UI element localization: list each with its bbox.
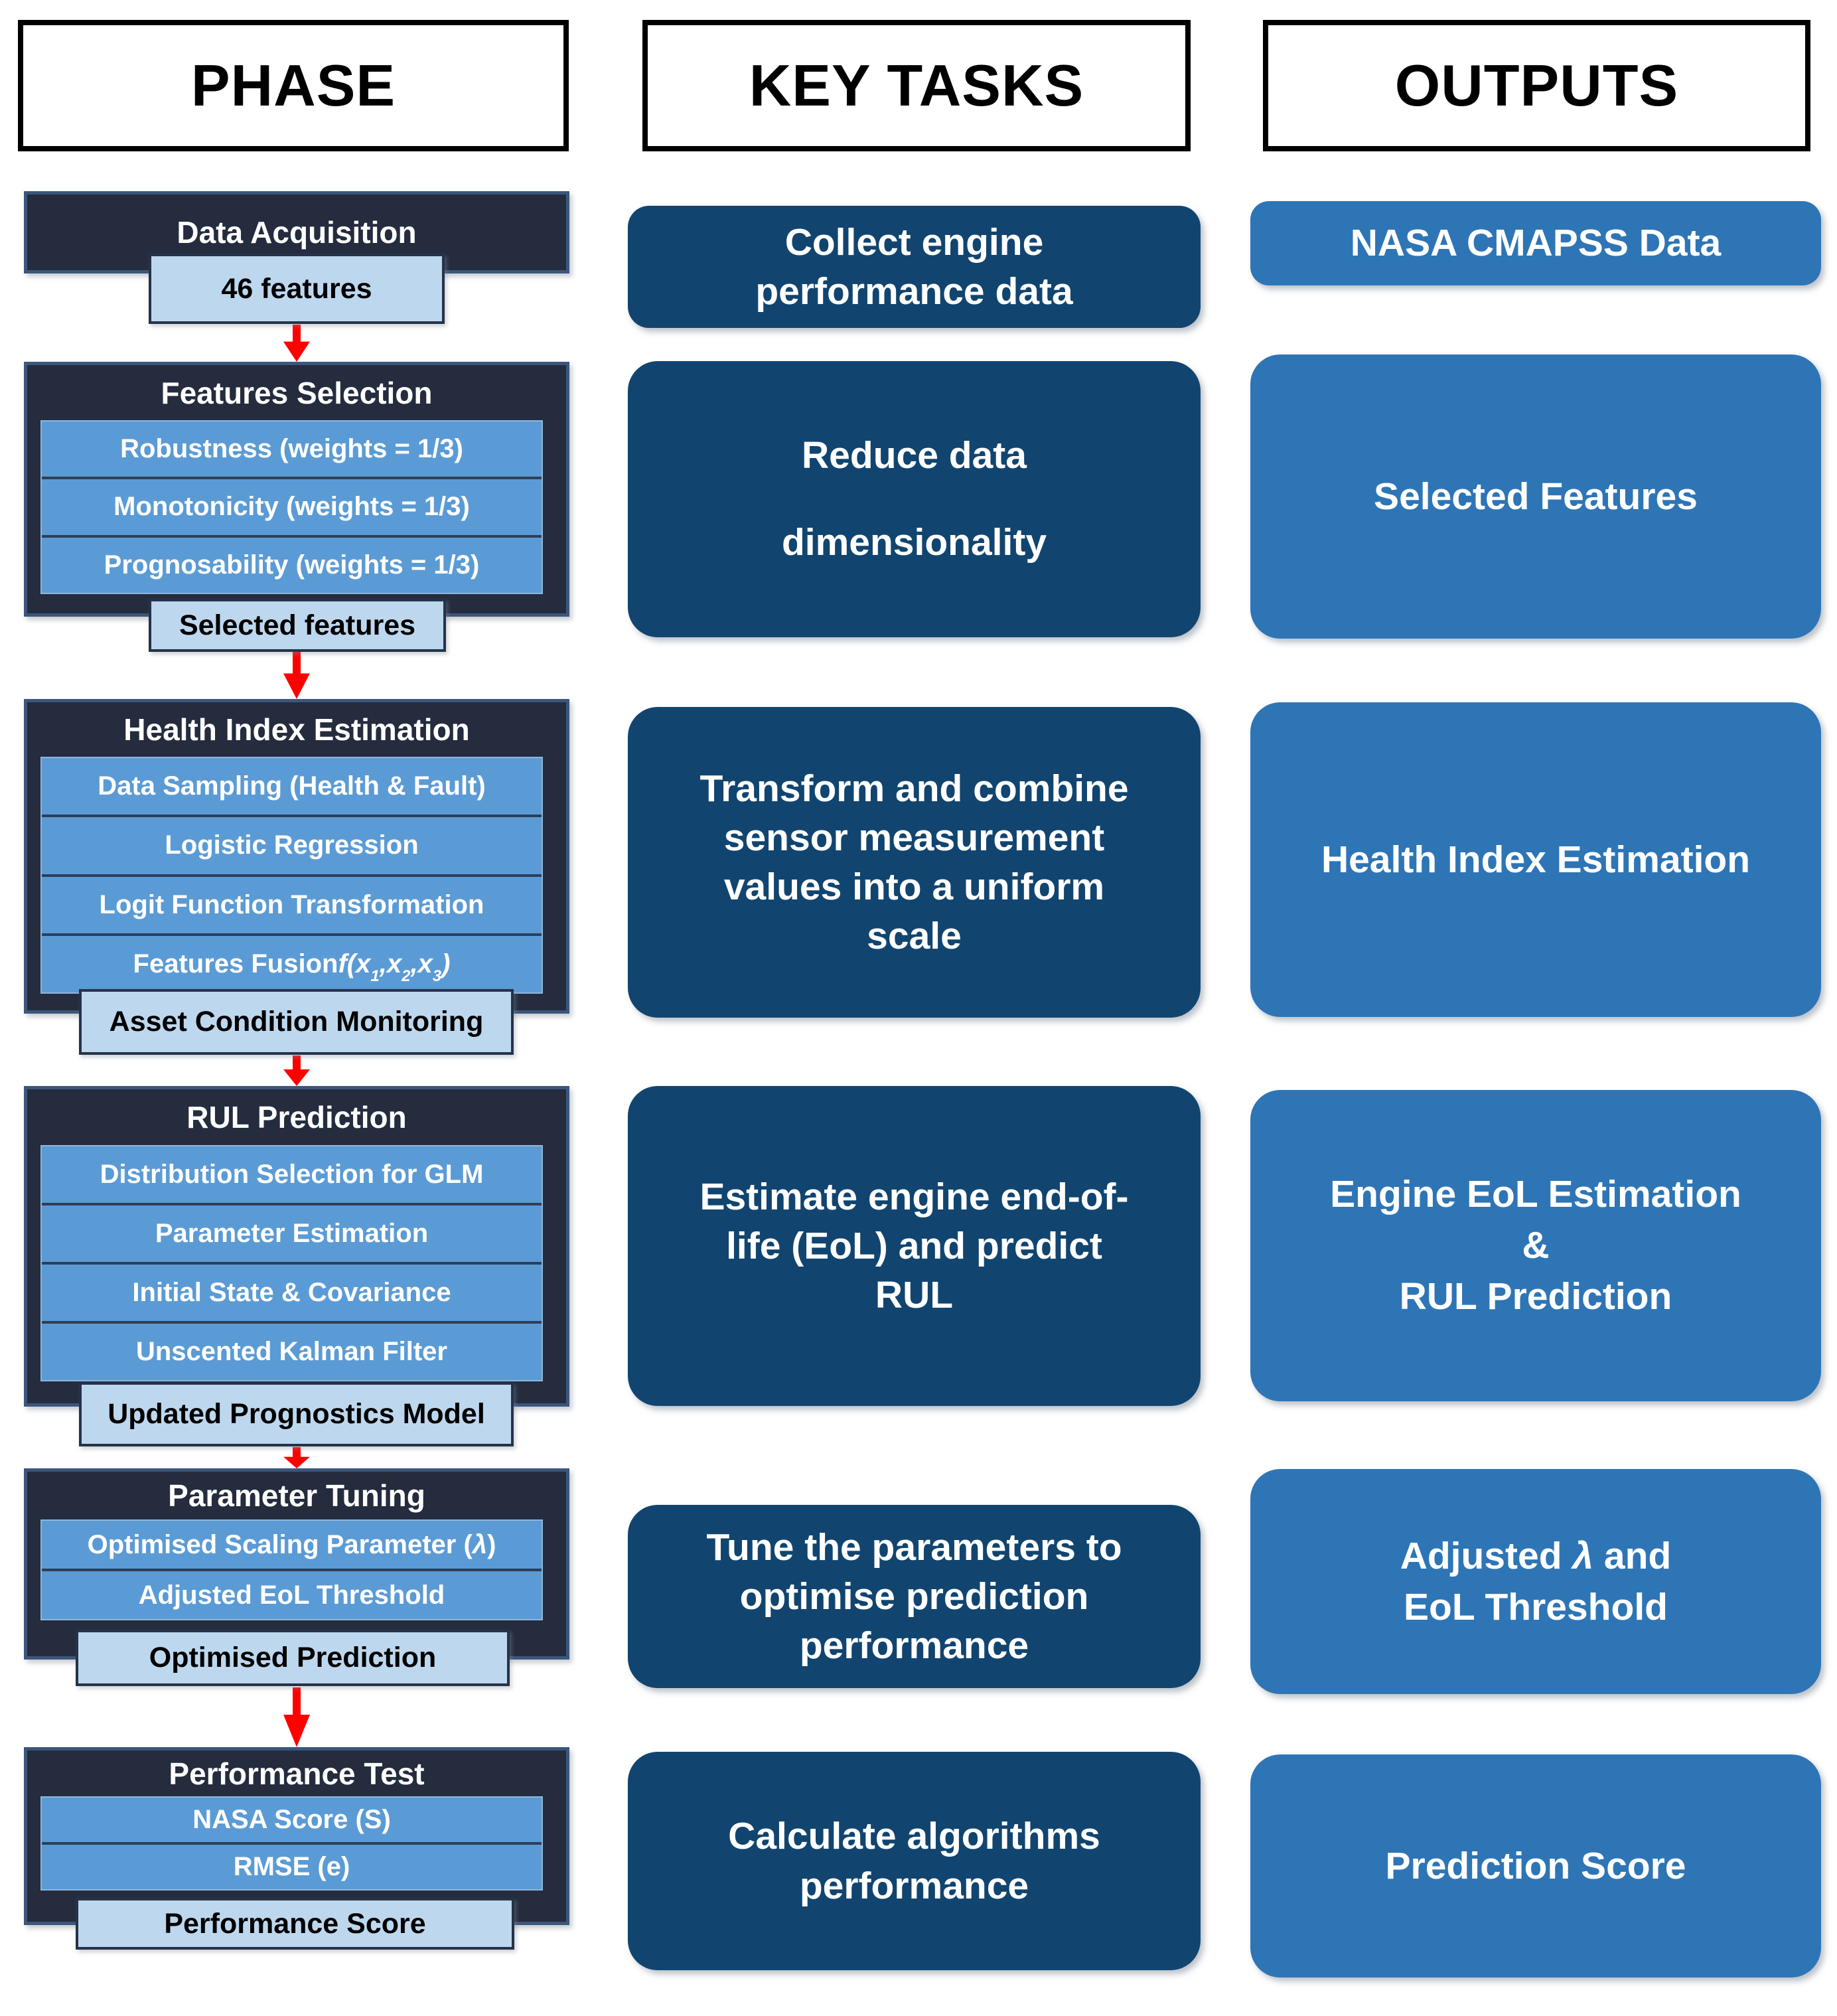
flow-arrow-down-icon — [283, 1055, 310, 1086]
phase-result-performance-score: Performance Score — [76, 1898, 514, 1950]
flow-arrow-down-icon — [283, 1447, 310, 1468]
phase-step: Logit Function Transformation — [42, 877, 542, 936]
key-task-reduce-dimensionality — [628, 361, 1201, 637]
phase-result-optimised-prediction: Optimised Prediction — [76, 1630, 510, 1686]
phase-title: Data Acquisition — [177, 215, 417, 250]
phase-title: Parameter Tuning — [168, 1478, 425, 1513]
key-task-label: Estimate engine end-of- life (EoL) and predict RUL — [699, 1175, 1129, 1317]
output-selected-features — [1250, 354, 1821, 639]
phase-title: Features Selection — [161, 375, 433, 410]
flow-arrow-down-icon — [283, 652, 310, 699]
phase-steps — [40, 757, 543, 994]
phase-box-health-index-estimation — [24, 699, 569, 1014]
phase-step: Logistic Regression — [42, 817, 542, 876]
key-task-tune-parameters — [628, 1505, 1201, 1688]
key-task-label: Calculate algorithms performance — [728, 1815, 1100, 1907]
phase-steps — [40, 1145, 543, 1381]
phase-steps — [40, 420, 543, 594]
phase-step: Features Fusion $f(x_1,x_2,x_3)$ — [42, 936, 542, 992]
phase-steps — [40, 1519, 543, 1620]
output-label: Selected Features — [1374, 475, 1698, 518]
phase-step: Monotonicity (weights = 1/3) — [42, 479, 542, 537]
phase-result-selected-features: Selected features — [149, 599, 446, 652]
phase-step: RMSE (e) — [42, 1845, 542, 1889]
phase-step: Robustness (weights = 1/3) — [42, 422, 542, 479]
flow-arrow-down-icon — [283, 325, 310, 362]
phase-step: Optimised Scaling Parameter ( λ ) — [42, 1521, 542, 1571]
phase-result-updated-prognostics-model: Updated Prognostics Model — [79, 1382, 514, 1446]
phase-box-rul-prediction — [24, 1086, 569, 1407]
output-label: Engine EoL Estimation & RUL Prediction — [1330, 1173, 1741, 1318]
key-task-transform-sensor-values — [628, 707, 1201, 1018]
phase-step: Parameter Estimation — [42, 1205, 542, 1265]
key-tasks-column-header: KEY TASKS — [642, 20, 1191, 151]
phase-title: RUL Prediction — [186, 1100, 407, 1134]
phase-step: NASA Score (S) — [42, 1798, 542, 1845]
phase-column-header: PHASE — [18, 20, 569, 151]
key-task-label: Transform and combine sensor measurement values into a uniform scale — [699, 767, 1129, 958]
key-task-label: Collect engine performance data — [755, 220, 1073, 313]
key-task-estimate-eol-rul — [628, 1086, 1201, 1406]
output-engine-eol-rul-prediction — [1250, 1090, 1821, 1401]
phase-step: Distribution Selection for GLM — [42, 1146, 542, 1205]
phase-step: Unscented Kalman Filter — [42, 1324, 542, 1380]
output-adjusted-lambda-eol-threshold — [1250, 1469, 1821, 1694]
flow-arrow-down-icon — [283, 1687, 310, 1747]
outputs-column-header: OUTPUTS — [1263, 20, 1810, 151]
output-label: Prediction Score — [1385, 1844, 1686, 1887]
phase-step: Initial State & Covariance — [42, 1265, 542, 1324]
phase-title: Health Index Estimation — [123, 712, 470, 747]
output-label: Adjusted λ and EoL Threshold — [1400, 1534, 1672, 1628]
phase-result-asset-condition-monitoring: Asset Condition Monitoring — [79, 989, 514, 1055]
key-task-label: Reduce data dimensionality — [781, 433, 1047, 564]
key-task-label: Tune the parameters to optimise prediction performance — [706, 1525, 1122, 1667]
phase-step: Data Sampling (Health & Fault) — [42, 758, 542, 817]
phase-steps — [40, 1796, 543, 1891]
phase-result-46-features: 46 features — [149, 254, 445, 324]
phase-step: Adjusted EoL Threshold — [42, 1571, 542, 1619]
key-task-calculate-performance — [628, 1752, 1201, 1970]
phase-step: Prognosability (weights = 1/3) — [42, 538, 542, 593]
key-task-collect-engine-data — [628, 206, 1201, 328]
phase-box-features-selection — [24, 362, 569, 617]
output-nasa-cmapss-data — [1250, 201, 1821, 285]
output-label: Health Index Estimation — [1321, 838, 1751, 881]
output-label: NASA CMAPSS Data — [1350, 222, 1722, 265]
output-health-index-estimation — [1250, 702, 1821, 1017]
phase-title: Performance Test — [169, 1756, 425, 1791]
output-prediction-score — [1250, 1754, 1821, 1977]
